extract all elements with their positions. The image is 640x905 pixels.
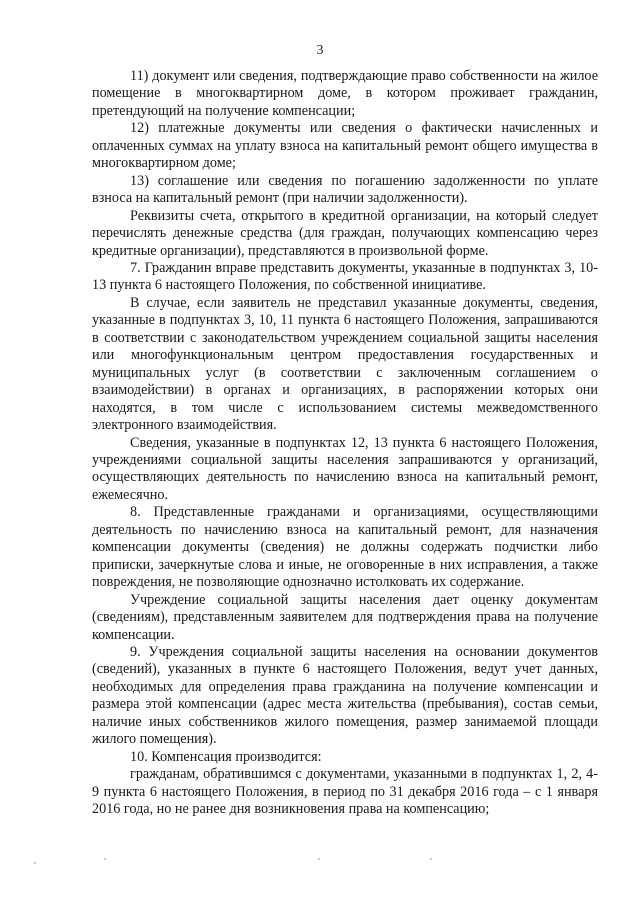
scan-speck — [104, 858, 106, 860]
paragraph-clause-10-citizens: гражданам, обратившимся с документами, указанными в подпунктах 1, 2, 4-9 пункта 6 настоящего Положения, в период по 31 декабря 2016 года – с 1 января 2016 года, но не ранее дня возникновения права на компенсацию; — [92, 766, 598, 818]
paragraph-item-13: 13) соглашение или сведения по погашению задолженности по уплате взноса на капитальный ремонт (при наличии задолженности). — [92, 172, 598, 207]
scan-speck — [34, 862, 36, 864]
paragraph-item-11: 11) документ или сведения, подтверждающие право собственности на жилое помещение в многоквартирном доме, в котором проживает гражданин, претендующий на получение компенсации; — [92, 68, 598, 119]
page-number: 3 — [316, 43, 324, 58]
paragraph-bank-requisites: Реквизиты счета, открытого в кредитной организации, на который следует перечислять денежные средства (для граждан, получающих компенсацию через кредитные организации), представляются в произвольной форме. — [92, 207, 598, 259]
document-body — [92, 68, 598, 818]
paragraph-item-12: 12) платежные документы или сведения о фактически начисленных и оплаченных суммах на уплату взноса на капитальный ремонт общего имущества в многоквартирном доме; — [92, 120, 598, 172]
scan-speck — [430, 858, 432, 860]
paragraph-clause-7-missing-documents: В случае, если заявитель не представил указанные документы, сведения, указанные в подпунктах 3, 10, 11 пункта 6 настоящего Положения, запрашиваются в соответствии с законодательством учреждением социальной защиты населения или многофункциональным центром предоставления государственных и муниципальных услуг (в соответствии с заключенным соглашением о взаимодействии) в органах и организациях, в распоряжении которых они находятся, в том числе с использованием системы межведомственного электронного взаимодействия. — [92, 294, 598, 434]
paragraph-clause-7-monthly-requests: Сведения, указанные в подпунктах 12, 13 пункта 6 настоящего Положения, учреждениями социальной защиты населения запрашиваются у организаций, осуществляющих деятельность по начислению взноса на капитальный ремонт, ежемесячно. — [92, 434, 598, 503]
scan-speck — [318, 858, 320, 860]
paragraph-clause-10: 10. Компенсация производится: — [130, 748, 322, 765]
paragraph-clause-9: 9. Учреждения социальной защиты населения на основании документов (сведений), указанных в пункте 6 настоящего Положения, ведут учет данных, необходимых для определения права гражданина на получение компенсации и размера этой компенсации (адрес места жительства (пребывания), состав семьи, наличие иных собственников жилого помещения, размер занимаемой площади жилого помещения). — [92, 643, 598, 748]
paragraph-clause-7: 7. Гражданин вправе представить документы, указанные в подпунктах 3, 10-13 пункта 6 настоящего Положения, по собственной инициативе. — [92, 259, 598, 294]
paragraph-clause-8: 8. Представленные гражданами и организациями, осуществляющими деятельность по начислению взноса на капитальный ремонт, для назначения компенсации документы (сведения) не должны содержать подчистки либо приписки, зачеркнутые слова и иные, не оговоренные в них исправления, а также повреждения, не позволяющие однозначно истолковать их содержание. — [92, 504, 598, 591]
paragraph-clause-8-assessment: Учреждение социальной защиты населения дает оценку документам (сведениям), представленным заявителем для подтверждения права на получение компенсации. — [92, 591, 598, 643]
